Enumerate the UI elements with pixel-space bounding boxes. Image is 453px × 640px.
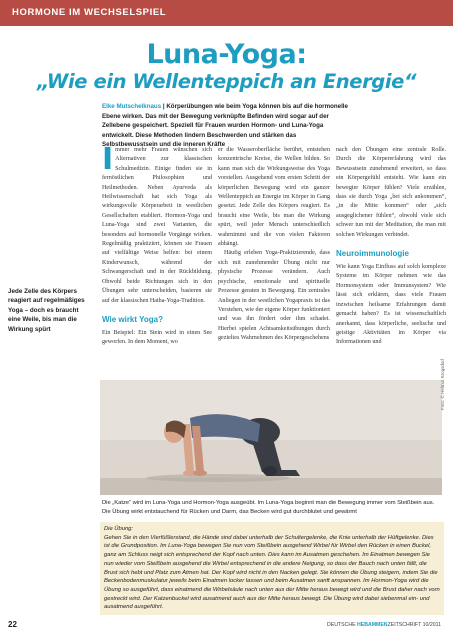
article-title: Luna-Yoga: [146,39,307,70]
lead-text: Körperübungen wie beim Yoga können bis auf die hormonelle Ebene wirken. Das mit der Bewegung verknüpfte Befinden wird sogar auf der Zellebene gespeichert. Speziell für Frauen wurden Hormon- und Luna-Yoga entwickelt. Diese Methoden lindern Beschwerden und stärken das Selbstbewusstsein und die inneren Kräfte [102,103,348,148]
section-header-bar [0,0,453,26]
col2-paragraph-1: er die Wasseroberfläche berührt, entstehen konzentrische Kreise, die Wellen bilden. So kann man sich die Wirkungsweise des Yoga vorstellen. Ausgehend vom ersten Schritt der körperlichen Bewegung wird ein ganzer Wellenteppich an Energie im Körper in Gang gesetzt. Jede Zelle des Körpers reagiert. Es braucht eine Weile, bis man die Wirkung spürt, weil jeder Mensch unterschiedlich wahrnimmt und die von vielen Faktoren abhängt. [218,147,330,248]
section-label: HORMONE IM WECHSELSPIEL [12,7,167,18]
exercise-box-text: Gehen Sie in den Vierfüßlerstand, die Hände sind dabei unterhalb der Schultergelenke, die Knie unterhalb der Hüftgelenke. Dies ist die Grundposition. Im Luna-Yoga bewegen Sie nun vom Steißbein ausgehend Wirbel für Wirbel den Rücken in einen Buckel, ganz am Schluss neigt sich entsprechend der Kopf nach unten. Dies kann im Ausatmen geschehen. Im Einatmen bewegen Sie nun wieder vom Steißbein ausgehend die Wirbel entsprechend in die andere Neigung, so dass der Bauch nach unten fällt, die Brust sich hebt und Platz zum Atmen hat. Der Kopf wird nicht in den Nacken gelegt. Sie können die Übung steigern, indem Sie die Beckenbodenmuskulatur jeweils beim Einatmen locker lassen und beim Ausatmen sanft anspannen. Im Hormon-Yoga wird die Übung so ausgeführt, dass einatmend die Wirbelsäule nach unten aus der Mitte heraus bewegt wird und die Brust daher nach vorn gestreckt wird. Der Katzenbuckel wird ausatmend auch aus der Mitte heraus bewegt. Die Übung wird dabei siebenmal ein- und ausatmend ausgeführt. [104,534,440,611]
footer-brand: HEBAMMEN [357,622,388,628]
section-heading-neuroimmunologie: Neuroimmunologie [336,249,409,259]
magazine-footer [327,622,441,628]
lead-separator: | [161,103,167,110]
yoga-cat-pose-photo [100,380,442,495]
article-lead [102,102,352,150]
author-name: Elke Mutschelknaus [102,103,162,110]
col1-paragraph-2: Ein Beispiel: Ein Stein wird in einen See geworfen. In dem Moment, wo [102,329,212,346]
footer-prefix: DEUTSCHE [327,622,357,628]
col3-paragraph-1: nach den Übungen eine zentrale Rolle. Durch die Körpererfahrung wird das Bewusstsein zunehmend erweitert, so dass ein Körpergefühl entsteht. Wie kann ein bewegter Körper fühlen? Viele erzählen, dass sie durch Yoga „bei sich ankommen“, „in die Mitte kommen“ oder „sich ausgeglichener fühlen“, obwohl viele sich schwer tun mit der Meditation, die man mit solchen Wirkungen verbindet. [336,147,446,238]
footer-issue: 10/2011 [421,622,441,628]
section-heading-wirkt: Wie wirkt Yoga? [102,314,163,324]
page-number: 22 [8,620,17,629]
col1-paragraph-1: mmer mehr Frauen wünschen sich Alternativen zur klassischen Schulmedizin. Einige finden sie in fernöstlichen Philosophien und Heilmethoden. Neben Ayurveda als Heilwissenschaft hat sich Yoga als wirkungsvolle Körperarbeit in westlichen Gesellschaften etabliert. Hormon-Yoga und Luna-Yoga sind zwei Varianten, die besonders auf hormonelle Vorgänge wirken. Regelmäßig praktiziert, können sie Frauen auf vielfältige Weise helfen: bei einem Kinderwunsch, während der Schwangerschaft und in der Rückbildung. Obwohl beide Richtungen sich in den Übungen sehr unterscheiden, basieren sie auf der klassischen Hatha-Yoga-Tradition. [102,147,212,304]
text-column-2 [218,146,330,344]
exercise-box-title: Die Übung: [104,526,134,532]
drop-cap: I [102,142,114,177]
pull-quote: Jede Zelle des Körpers reagiert auf regelmäßiges Yoga – doch es braucht eine Weile, bis man die Wirkung spürt [8,288,85,333]
col2-paragraph-2: Häufig erleben Yoga-Praktizierende, dass sich mit zunehmender Übung nicht nur physische Prozesse verändern. Auch psychische, emotionale und spirituelle Prozesse geraten in Bewegung. Ein zentrales Anliegen in der westlichen Yogapraxis ist das Verstehen, wie der eigene Körper funktioniert und was ihn fördert oder ihm schadet. Hierbei spielen Achtsamkeitsübungen durch gezieltes Wahrnehmen des Körpergeschehens [218,250,330,342]
footer-rest: ZEITSCHRIFT [387,622,422,628]
photo-credit: Foto: © Helmut Krogsdorf [440,358,445,410]
text-column-1 [102,142,212,348]
article-subtitle: „Wie ein Wellenteppich an Energie“ [36,70,417,93]
exercise-box [100,522,444,615]
photo-caption: Die „Katze“ wird im Luna-Yoga und Hormon-Yoga ausgeübt. Im Luna-Yoga beginnt man die Bewegung immer vom Steißbein aus. Die Übung wirkt entstauchend für Rücken und Darm, das Becken wird gut durchblutet und gewärmt [102,500,435,515]
text-column-3 [336,146,446,348]
col3-paragraph-2: Wie kann Yoga Einfluss auf solch komplexe Systeme im Körper nehmen wie das Hormonsystem oder Immunsystem? Wie lässt sich erklären, dass viele Frauen inzwischen heilsame Erfahrungen damit gemacht haben? Es ist wissenschaftlich anerkannt, dass körperliche, seelische und geistige Aktivitäten im Körper via Informationen und [336,264,446,346]
